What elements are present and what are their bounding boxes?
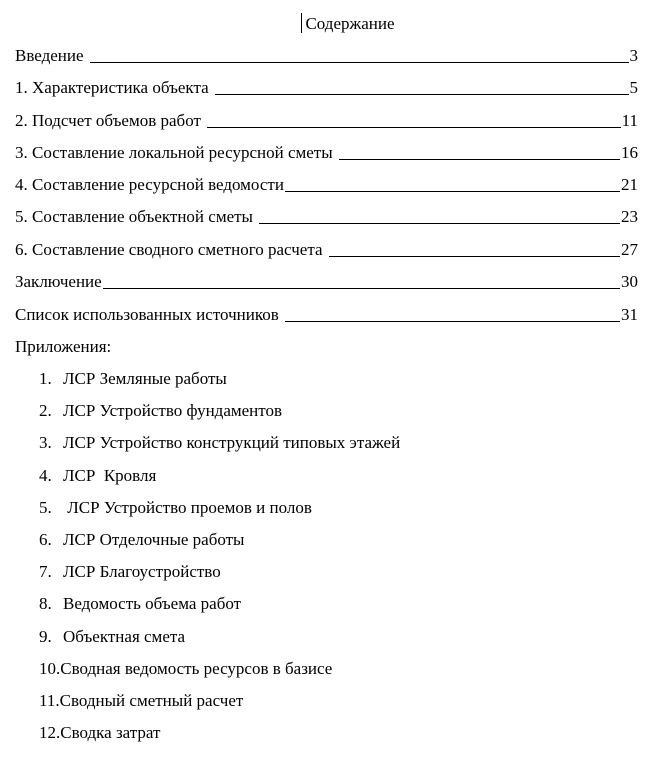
toc-entry-label: Заключение <box>15 272 102 291</box>
toc-entry-introduction[interactable] <box>15 45 638 67</box>
appendix-item-number: 7. <box>39 562 52 581</box>
appendix-item-number: 3. <box>39 433 52 452</box>
toc-entry-page: 11 <box>621 111 638 130</box>
toc-entry-conclusion[interactable] <box>15 271 638 293</box>
appendix-item <box>39 690 243 712</box>
toc-entry-page: 31 <box>621 305 638 324</box>
appendix-item-label: Сводный сметный расчет <box>59 691 244 710</box>
appendix-item-number: 10. <box>39 659 61 678</box>
toc-entry-label: 5. Составление объектной сметы <box>15 207 253 226</box>
toc-entry-page: 16 <box>621 143 638 162</box>
toc-leader-line <box>259 223 620 224</box>
toc-entry-label: Введение <box>15 46 84 65</box>
toc-leader-line <box>103 288 620 289</box>
toc-entry-label: Список использованных источников <box>15 305 279 324</box>
toc-leader-line <box>339 159 620 160</box>
toc-entry-section-1[interactable] <box>15 77 638 99</box>
toc-leader-line <box>285 321 620 322</box>
toc-leader-line <box>90 62 629 63</box>
appendix-item <box>39 626 185 648</box>
appendix-item-number: 6. <box>39 530 52 549</box>
appendix-item <box>39 497 312 519</box>
appendix-item-label: Объектная смета <box>63 627 186 646</box>
appendix-item-number: 2. <box>39 401 52 420</box>
toc-entry-page: 30 <box>621 272 638 291</box>
appendix-item-label: Сводка затрат <box>60 723 161 742</box>
toc-entry-section-5[interactable] <box>15 206 638 228</box>
appendix-item <box>39 432 400 454</box>
toc-leader-line <box>285 191 620 192</box>
toc-entry-label: 6. Составление сводного сметного расчета <box>15 240 323 259</box>
appendix-item <box>39 658 332 680</box>
appendix-item <box>39 529 244 551</box>
appendix-item-label: ЛСР Устройство конструкций типовых этажей <box>63 433 401 452</box>
appendix-item-label: ЛСР Отделочные работы <box>63 530 245 549</box>
appendix-item-number: 12. <box>39 723 61 742</box>
toc-entry-page: 3 <box>629 46 638 65</box>
appendix-item-number: 4. <box>39 466 52 485</box>
toc-entry-references[interactable] <box>15 304 638 326</box>
appendix-item-label: Ведомость объема работ <box>63 594 242 613</box>
toc-entry-page: 27 <box>621 240 638 259</box>
appendix-item-label: ЛСР Земляные работы <box>63 369 227 388</box>
appendix-item-number: 1. <box>39 369 52 388</box>
toc-leader-line <box>329 256 620 257</box>
appendix-item <box>39 561 221 583</box>
appendix-item-label: Сводная ведомость ресурсов в базисе <box>60 659 333 678</box>
appendix-item-number: 9. <box>39 627 52 646</box>
toc-leader-line <box>207 127 621 128</box>
toc-entry-section-2[interactable] <box>15 110 638 132</box>
appendix-item-number: 8. <box>39 594 52 613</box>
toc-entry-section-4[interactable] <box>15 174 638 196</box>
toc-entry-section-3[interactable] <box>15 142 638 164</box>
appendix-item <box>39 593 241 615</box>
page-title: Содержание <box>305 14 395 33</box>
toc-leader-line <box>215 94 629 95</box>
appendix-item-label: ЛСР Устройство проемов и полов <box>63 498 312 517</box>
appendix-item <box>39 368 227 390</box>
appendix-item <box>39 465 156 487</box>
toc-entry-page: 23 <box>621 207 638 226</box>
appendix-item-label: ЛСР Благоустройство <box>63 562 221 581</box>
toc-entry-page: 21 <box>621 175 638 194</box>
toc-entry-label: 2. Подсчет объемов работ <box>15 111 201 130</box>
appendix-item <box>39 400 282 422</box>
appendix-heading: Приложения: <box>15 337 112 356</box>
appendix-item <box>39 722 160 744</box>
toc-entry-page: 5 <box>629 78 638 97</box>
toc-entry-label: 4. Составление ресурсной ведомости <box>15 175 284 194</box>
appendix-item-label: ЛСР Кровля <box>63 466 157 485</box>
appendix-item-label: ЛСР Устройство фундаментов <box>63 401 282 420</box>
appendix-item-number: 5. <box>39 498 52 517</box>
appendix-item-number: 11. <box>39 691 60 710</box>
toc-entry-label: 1. Характеристика объекта <box>15 78 209 97</box>
toc-entry-section-6[interactable] <box>15 239 638 261</box>
toc-entry-label: 3. Составление локальной ресурсной сметы <box>15 143 333 162</box>
